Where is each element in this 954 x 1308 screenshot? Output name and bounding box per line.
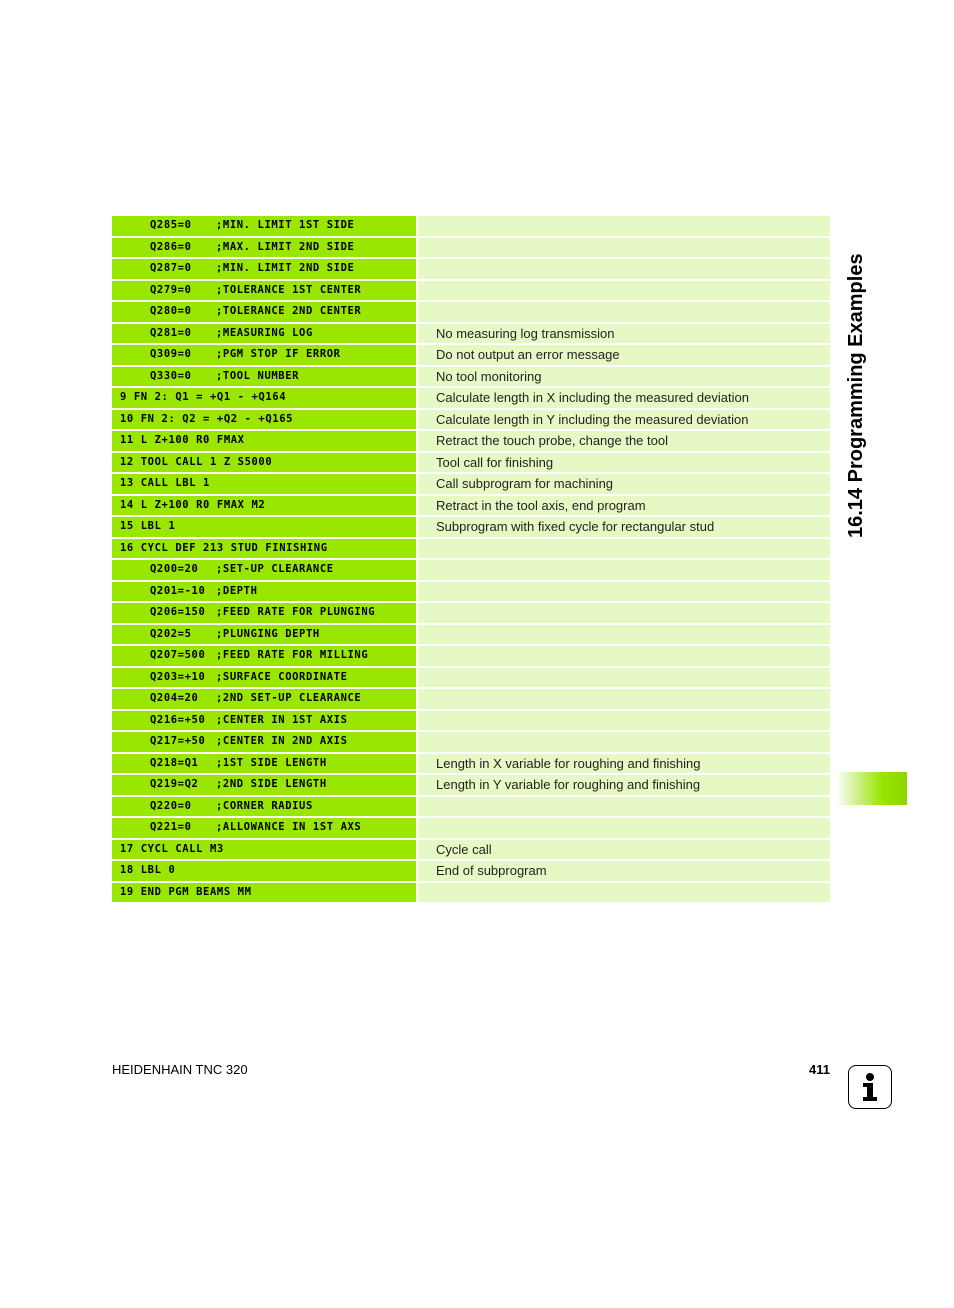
table-row bbox=[112, 625, 830, 645]
nc-comment: ;TOLERANCE 1ST CENTER bbox=[216, 283, 362, 296]
nc-comment: ;FEED RATE FOR MILLING bbox=[216, 649, 369, 661]
nc-param: Q216=+50 bbox=[150, 713, 206, 726]
table-row bbox=[112, 345, 830, 365]
description-cell bbox=[418, 539, 830, 559]
nc-param: Q285=0 bbox=[150, 219, 192, 231]
nc-code-cell: 17 CYCL CALL M3 bbox=[112, 840, 416, 860]
description-cell: Call subprogram for machining bbox=[418, 474, 830, 494]
nc-code-cell bbox=[112, 754, 416, 774]
table-row bbox=[112, 410, 830, 430]
nc-param: Q220=0 bbox=[150, 799, 192, 812]
description-cell: Retract in the tool axis, end program bbox=[418, 496, 830, 516]
description-cell bbox=[418, 732, 830, 752]
nc-comment: ;PLUNGING DEPTH bbox=[216, 627, 320, 640]
table-row bbox=[112, 668, 830, 688]
description-cell: End of subprogram bbox=[418, 861, 830, 881]
nc-code-cell: 11 L Z+100 R0 FMAX bbox=[112, 431, 416, 451]
info-icon bbox=[848, 1065, 892, 1109]
nc-code-cell bbox=[112, 216, 416, 236]
description-cell bbox=[418, 582, 830, 602]
nc-code-cell: 12 TOOL CALL 1 Z S5000 bbox=[112, 453, 416, 473]
nc-code-cell bbox=[112, 281, 416, 301]
description-cell: Retract the touch probe, change the tool bbox=[418, 431, 830, 451]
nc-code-cell bbox=[112, 324, 416, 344]
nc-code-cell bbox=[112, 259, 416, 279]
description-cell: Cycle call bbox=[418, 840, 830, 860]
nc-code-cell bbox=[112, 711, 416, 731]
nc-param: Q280=0 bbox=[150, 305, 192, 317]
table-row bbox=[112, 775, 830, 795]
description-cell bbox=[418, 238, 830, 258]
nc-comment: ;2ND SET-UP CLEARANCE bbox=[216, 692, 362, 704]
nc-param: Q202=5 bbox=[150, 627, 192, 640]
description-cell bbox=[418, 259, 830, 279]
table-row bbox=[112, 732, 830, 752]
nc-code-cell bbox=[112, 238, 416, 258]
info-icon-glyph bbox=[849, 1066, 891, 1108]
nc-comment: ;SET-UP CLEARANCE bbox=[216, 563, 334, 575]
nc-comment: ;TOOL NUMBER bbox=[216, 369, 300, 382]
nc-comment: ;MIN. LIMIT 2ND SIDE bbox=[216, 262, 355, 274]
nc-code-cell bbox=[112, 646, 416, 666]
table-row bbox=[112, 302, 830, 322]
nc-code-cell bbox=[112, 582, 416, 602]
nc-comment: ;CENTER IN 2ND AXIS bbox=[216, 735, 348, 747]
description-cell bbox=[418, 711, 830, 731]
description-cell bbox=[418, 646, 830, 666]
nc-code-cell bbox=[112, 818, 416, 838]
table-row bbox=[112, 238, 830, 258]
table-row bbox=[112, 861, 830, 881]
table-row bbox=[112, 453, 830, 473]
nc-comment: ;FEED RATE FOR PLUNGING bbox=[216, 606, 376, 618]
nc-comment: ;2ND SIDE LENGTH bbox=[216, 778, 327, 790]
description-cell bbox=[418, 281, 830, 301]
table-row bbox=[112, 582, 830, 602]
description-cell bbox=[418, 797, 830, 817]
description-cell bbox=[418, 625, 830, 645]
nc-code-cell bbox=[112, 668, 416, 688]
table-row bbox=[112, 388, 830, 408]
table-row bbox=[112, 281, 830, 301]
nc-param: Q207=500 bbox=[150, 649, 206, 661]
table-row bbox=[112, 797, 830, 817]
nc-param: Q206=150 bbox=[150, 606, 206, 618]
nc-comment: ;MEASURING LOG bbox=[216, 326, 313, 339]
nc-comment: ;DEPTH bbox=[216, 584, 258, 597]
nc-code-cell bbox=[112, 345, 416, 365]
nc-code-cell: 10 FN 2: Q2 = +Q2 - +Q165 bbox=[112, 410, 416, 430]
table-row bbox=[112, 216, 830, 236]
nc-comment: ;CENTER IN 1ST AXIS bbox=[216, 713, 348, 726]
table-row bbox=[112, 689, 830, 709]
table-row bbox=[112, 367, 830, 387]
table-row bbox=[112, 259, 830, 279]
description-cell bbox=[418, 560, 830, 580]
chapter-tab bbox=[836, 772, 907, 805]
nc-code-cell bbox=[112, 560, 416, 580]
nc-comment: ;SURFACE COORDINATE bbox=[216, 670, 348, 683]
table-row bbox=[112, 324, 830, 344]
description-cell: Length in X variable for roughing and finishing bbox=[418, 754, 830, 774]
description-cell bbox=[418, 216, 830, 236]
table-row bbox=[112, 603, 830, 623]
footer-brand: HEIDENHAIN TNC 320 bbox=[112, 1062, 248, 1077]
nc-code-cell: 9 FN 2: Q1 = +Q1 - +Q164 bbox=[112, 388, 416, 408]
nc-comment: ;PGM STOP IF ERROR bbox=[216, 348, 341, 360]
description-cell bbox=[418, 603, 830, 623]
description-cell: No measuring log transmission bbox=[418, 324, 830, 344]
table-row bbox=[112, 883, 830, 903]
description-cell: Do not output an error message bbox=[418, 345, 830, 365]
description-cell: Length in Y variable for roughing and finishing bbox=[418, 775, 830, 795]
nc-code-cell bbox=[112, 775, 416, 795]
description-cell bbox=[418, 883, 830, 903]
nc-code-cell bbox=[112, 603, 416, 623]
nc-code-cell bbox=[112, 625, 416, 645]
chapter-title: 16.14 Programming Examples bbox=[845, 253, 867, 538]
nc-comment: ;MIN. LIMIT 1ST SIDE bbox=[216, 219, 355, 231]
table-row bbox=[112, 840, 830, 860]
program-table bbox=[112, 216, 830, 904]
nc-code-cell: 16 CYCL DEF 213 STUD FINISHING bbox=[112, 539, 416, 559]
nc-param: Q287=0 bbox=[150, 262, 192, 274]
nc-comment: ;1ST SIDE LENGTH bbox=[216, 756, 327, 769]
nc-param: Q281=0 bbox=[150, 326, 192, 339]
table-row bbox=[112, 517, 830, 537]
table-row bbox=[112, 560, 830, 580]
description-cell bbox=[418, 302, 830, 322]
table-row bbox=[112, 646, 830, 666]
table-row bbox=[112, 474, 830, 494]
nc-code-cell: 18 LBL 0 bbox=[112, 861, 416, 881]
nc-param: Q221=0 bbox=[150, 821, 192, 833]
table-row bbox=[112, 539, 830, 559]
description-cell: Subprogram with fixed cycle for rectangular stud bbox=[418, 517, 830, 537]
nc-param: Q279=0 bbox=[150, 283, 192, 296]
description-cell bbox=[418, 689, 830, 709]
page-number: 411 bbox=[809, 1062, 830, 1077]
nc-param: Q217=+50 bbox=[150, 735, 206, 747]
nc-comment: ;MAX. LIMIT 2ND SIDE bbox=[216, 240, 355, 253]
description-cell: No tool monitoring bbox=[418, 367, 830, 387]
nc-code-cell bbox=[112, 797, 416, 817]
table-row bbox=[112, 818, 830, 838]
nc-comment: ;CORNER RADIUS bbox=[216, 799, 313, 812]
nc-comment: ;TOLERANCE 2ND CENTER bbox=[216, 305, 362, 317]
nc-code-cell bbox=[112, 367, 416, 387]
nc-param: Q201=-10 bbox=[150, 584, 206, 597]
nc-code-cell: 13 CALL LBL 1 bbox=[112, 474, 416, 494]
description-cell: Tool call for finishing bbox=[418, 453, 830, 473]
nc-param: Q204=20 bbox=[150, 692, 199, 704]
table-row bbox=[112, 711, 830, 731]
description-cell: Calculate length in X including the measured deviation bbox=[418, 388, 830, 408]
nc-param: Q309=0 bbox=[150, 348, 192, 360]
nc-code-cell bbox=[112, 732, 416, 752]
nc-param: Q330=0 bbox=[150, 369, 192, 382]
nc-param: Q219=Q2 bbox=[150, 778, 199, 790]
table-row bbox=[112, 496, 830, 516]
nc-code-cell: 19 END PGM BEAMS MM bbox=[112, 883, 416, 903]
nc-param: Q200=20 bbox=[150, 563, 199, 575]
nc-code-cell bbox=[112, 302, 416, 322]
nc-code-cell bbox=[112, 689, 416, 709]
description-cell bbox=[418, 668, 830, 688]
nc-param: Q203=+10 bbox=[150, 670, 206, 683]
nc-code-cell: 14 L Z+100 R0 FMAX M2 bbox=[112, 496, 416, 516]
description-cell: Calculate length in Y including the measured deviation bbox=[418, 410, 830, 430]
description-cell bbox=[418, 818, 830, 838]
nc-param: Q286=0 bbox=[150, 240, 192, 253]
table-row bbox=[112, 431, 830, 451]
nc-code-cell: 15 LBL 1 bbox=[112, 517, 416, 537]
nc-comment: ;ALLOWANCE IN 1ST AXS bbox=[216, 821, 362, 833]
nc-param: Q218=Q1 bbox=[150, 756, 199, 769]
table-row bbox=[112, 754, 830, 774]
